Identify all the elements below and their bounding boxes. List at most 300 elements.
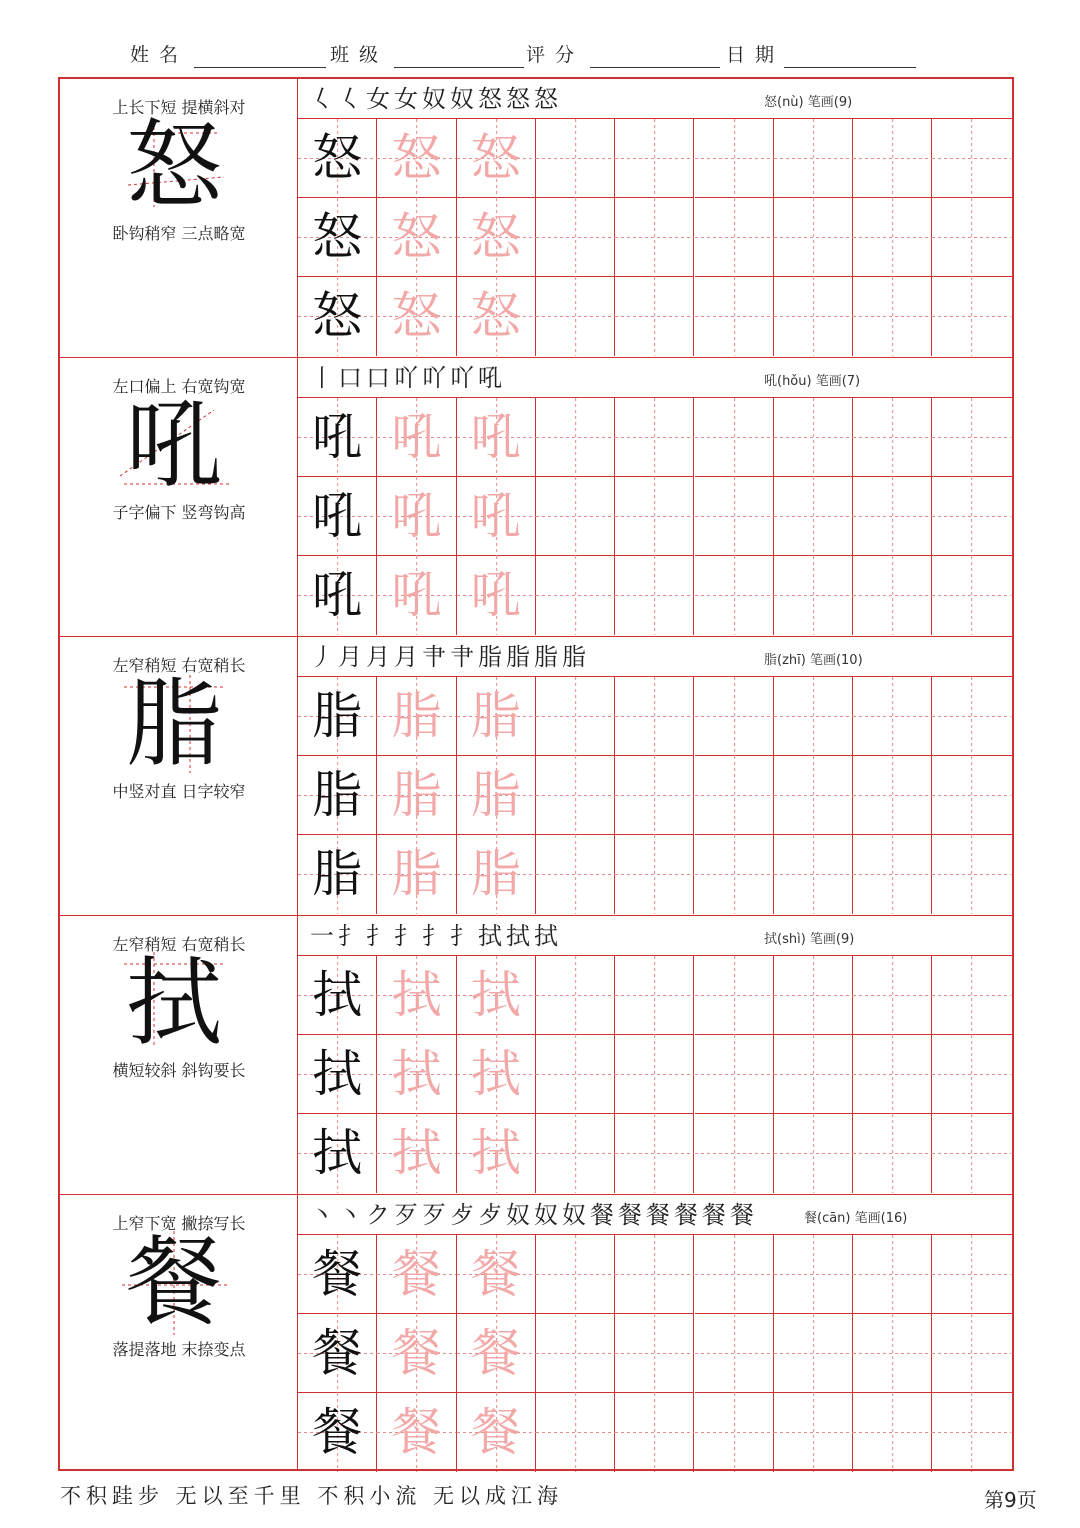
tian-grid-cell[interactable] (853, 956, 932, 1035)
stroke-step: 怒 (506, 85, 530, 113)
tian-grid-cell[interactable] (695, 1235, 774, 1314)
char-guide (60, 637, 298, 915)
tian-grid-cell[interactable] (853, 277, 932, 356)
tian-cross-icon (615, 1114, 694, 1193)
tian-cross-icon (536, 119, 615, 198)
tian-grid-cell (457, 398, 536, 477)
tian-cross-icon (932, 1035, 1011, 1114)
tian-cross-icon (536, 677, 615, 756)
tian-cross-icon (536, 398, 615, 477)
stroke-step: 𡿨 (338, 85, 362, 113)
stroke-step: 丶 (310, 1201, 334, 1229)
stroke-step: 奴 (562, 1201, 586, 1229)
tian-cross-icon (536, 1314, 615, 1393)
stroke-step: 𡿨 (310, 85, 334, 113)
tian-cross-icon (695, 1314, 774, 1393)
tian-cross-icon (932, 119, 1011, 198)
model-char: 怒 (312, 129, 363, 187)
tian-grid-cell[interactable] (774, 1393, 853, 1472)
trace-char: 怒 (470, 208, 521, 266)
trace-char: 脂 (391, 766, 442, 824)
header (0, 38, 1080, 72)
trace-char: 餐 (391, 1324, 442, 1382)
tian-grid-cell[interactable] (932, 1235, 1011, 1314)
date-line[interactable] (784, 67, 916, 68)
tian-cross-icon (853, 1035, 932, 1114)
tian-grid-cell (457, 956, 536, 1035)
tian-cross-icon (774, 956, 853, 1035)
tian-grid-cell[interactable] (932, 119, 1011, 198)
tian-grid-cell[interactable] (615, 556, 694, 635)
tian-cross-icon (932, 1235, 1011, 1314)
stroke-step: 月 (394, 643, 418, 671)
tian-grid-cell (457, 477, 536, 556)
tian-grid-cell[interactable] (853, 1393, 932, 1472)
tian-cross-icon (695, 556, 774, 635)
tian-cross-icon (695, 477, 774, 556)
tian-grid-cell[interactable] (695, 198, 774, 277)
tian-grid-cell[interactable] (853, 1314, 932, 1393)
tian-cross-icon (774, 119, 853, 198)
stroke-step: 拭 (478, 922, 502, 950)
tian-grid-cell (457, 677, 536, 756)
trace-char: 餐 (470, 1245, 521, 1303)
stroke-step: 脂 (562, 643, 586, 671)
score-line[interactable] (590, 67, 720, 68)
tian-grid-cell[interactable] (536, 756, 615, 835)
big-glyph: 拭 (126, 947, 222, 1059)
practice-grid (298, 119, 1012, 356)
stroke-step: 丨 (310, 364, 334, 392)
tian-grid-cell[interactable] (932, 277, 1011, 356)
model-char: 怒 (312, 287, 363, 345)
tian-cross-icon (774, 277, 853, 356)
tian-grid-cell[interactable] (932, 1393, 1011, 1472)
tian-grid-cell[interactable] (774, 119, 853, 198)
stroke-step: 怒 (478, 85, 502, 113)
tian-cross-icon (536, 1114, 615, 1193)
tian-grid-cell (377, 198, 456, 277)
stroke-step: 奴 (422, 85, 446, 113)
tian-grid-cell[interactable] (615, 477, 694, 556)
tian-grid-cell[interactable] (615, 119, 694, 198)
tian-cross-icon (853, 556, 932, 635)
tian-grid-cell (377, 398, 456, 477)
practice-area (298, 637, 1012, 915)
tian-grid-cell (457, 1235, 536, 1314)
stroke-step: 扌 (366, 922, 390, 950)
tian-grid-cell[interactable] (774, 398, 853, 477)
tian-grid-cell[interactable] (695, 1393, 774, 1472)
stroke-step: 歹 (422, 1201, 446, 1229)
tian-grid-cell (457, 556, 536, 635)
tian-cross-icon (536, 477, 615, 556)
tian-grid-cell[interactable] (536, 1035, 615, 1114)
tian-grid-cell[interactable] (695, 398, 774, 477)
tian-grid-cell[interactable] (774, 835, 853, 914)
tian-cross-icon (536, 756, 615, 835)
tian-cross-icon (615, 119, 694, 198)
stroke-step: 丶 (338, 1201, 362, 1229)
tian-grid-cell[interactable] (536, 835, 615, 914)
tian-grid-cell[interactable] (932, 677, 1011, 756)
tian-grid-cell[interactable] (774, 477, 853, 556)
tian-grid-cell[interactable] (853, 198, 932, 277)
trace-char: 餐 (470, 1324, 521, 1382)
trace-char: 脂 (470, 687, 521, 745)
tian-cross-icon (536, 835, 615, 914)
practice-area (298, 358, 1012, 636)
char-guide (60, 916, 298, 1194)
stroke-order (310, 920, 562, 952)
stroke-order (310, 83, 562, 115)
tian-cross-icon (774, 1314, 853, 1393)
stroke-step: 拭 (534, 922, 558, 950)
stroke-step: 丿 (310, 643, 334, 671)
tian-cross-icon (853, 119, 932, 198)
stroke-step: 口 (366, 364, 390, 392)
tip-bottom: 卧钩稍窄 三点略宽 (112, 224, 246, 243)
stroke-step: 扌 (450, 922, 474, 950)
tian-cross-icon (932, 1114, 1011, 1193)
practice-grid (298, 677, 1012, 914)
stroke-step: 女 (366, 85, 390, 113)
practice-grid (298, 1235, 1012, 1472)
tian-grid-cell[interactable] (695, 756, 774, 835)
tian-grid-cell[interactable] (615, 956, 694, 1035)
motto: 不积跬步 无以至千里 不积小流 无以成江海 (60, 1484, 564, 1508)
tian-grid-cell[interactable] (615, 1235, 694, 1314)
tian-grid-cell[interactable] (695, 556, 774, 635)
tian-cross-icon (932, 1393, 1011, 1472)
model-char: 餐 (312, 1324, 363, 1382)
char-guide (60, 1195, 298, 1469)
stroke-order-row (298, 79, 1012, 119)
tian-grid-cell[interactable] (615, 398, 694, 477)
trace-char: 吼 (391, 566, 442, 624)
tian-grid-cell[interactable] (695, 1314, 774, 1393)
tip-bottom: 子字偏下 竖弯钩高 (112, 503, 246, 522)
tian-cross-icon (853, 1393, 932, 1472)
tip-bottom: 落提落地 末捺变点 (112, 1340, 246, 1359)
tian-cross-icon (932, 198, 1011, 277)
tian-cross-icon (615, 477, 694, 556)
tian-grid-cell[interactable] (695, 1114, 774, 1193)
tian-grid-cell[interactable] (536, 398, 615, 477)
tian-cross-icon (536, 956, 615, 1035)
tian-grid-cell[interactable] (774, 277, 853, 356)
stroke-step: 吖 (422, 364, 446, 392)
tian-grid-cell (298, 756, 377, 835)
tip-top: 左窄稍短 右宽稍长 (112, 935, 246, 954)
score-label: 评分 (526, 44, 585, 66)
tian-grid-cell[interactable] (932, 956, 1011, 1035)
tian-grid-cell[interactable] (853, 756, 932, 835)
char-block (60, 1195, 1012, 1469)
tian-grid-cell[interactable] (615, 677, 694, 756)
trace-char: 拭 (391, 966, 442, 1024)
tian-cross-icon (536, 1393, 615, 1472)
tian-grid-cell[interactable] (932, 1035, 1011, 1114)
char-info: 拭(shì) 笔画(9) (764, 932, 855, 947)
tian-grid-cell[interactable] (853, 835, 932, 914)
tian-grid-cell[interactable] (536, 198, 615, 277)
tian-grid-cell (457, 756, 536, 835)
name-field[interactable] (130, 38, 330, 68)
tian-cross-icon (615, 198, 694, 277)
stroke-step: 扌 (422, 922, 446, 950)
tian-grid-cell[interactable] (615, 1314, 694, 1393)
tian-cross-icon (853, 398, 932, 477)
big-glyph: 怒 (126, 110, 222, 222)
tip-top: 左窄稍短 右宽稍长 (112, 656, 246, 675)
tian-cross-icon (774, 835, 853, 914)
tian-cross-icon (695, 398, 774, 477)
stroke-step: 扌 (338, 922, 362, 950)
tian-grid-cell (298, 1235, 377, 1314)
stroke-step: 一 (310, 922, 334, 950)
stroke-order (310, 641, 590, 673)
tian-grid-cell[interactable] (932, 1114, 1011, 1193)
model-char: 拭 (312, 1045, 363, 1103)
big-character (114, 390, 234, 500)
stroke-order-row (298, 637, 1012, 677)
tian-grid-cell (377, 1393, 456, 1472)
tian-grid-cell[interactable] (774, 1035, 853, 1114)
tian-grid-cell (298, 1114, 377, 1193)
stroke-step: 口 (338, 364, 362, 392)
stroke-step: 吖 (394, 364, 418, 392)
stroke-step: 餐 (730, 1201, 754, 1229)
trace-char: 吼 (391, 408, 442, 466)
tian-grid-cell[interactable] (615, 1035, 694, 1114)
tian-grid-cell[interactable] (932, 1314, 1011, 1393)
tian-grid-cell[interactable] (774, 1235, 853, 1314)
tian-grid-cell[interactable] (774, 198, 853, 277)
tian-grid-cell[interactable] (774, 756, 853, 835)
tian-grid-cell[interactable] (774, 1314, 853, 1393)
tian-grid-cell[interactable] (853, 1235, 932, 1314)
model-char: 拭 (312, 966, 363, 1024)
trace-char: 怒 (470, 287, 521, 345)
tian-grid-cell (377, 277, 456, 356)
tian-grid-cell[interactable] (932, 477, 1011, 556)
tian-cross-icon (774, 756, 853, 835)
trace-char: 脂 (470, 845, 521, 903)
tian-cross-icon (774, 677, 853, 756)
tian-grid-cell[interactable] (932, 556, 1011, 635)
stroke-step: 奴 (506, 1201, 530, 1229)
tian-grid-cell[interactable] (932, 398, 1011, 477)
tian-grid-cell[interactable] (536, 677, 615, 756)
stroke-step: 奴 (450, 85, 474, 113)
class-field[interactable] (330, 38, 530, 68)
tian-cross-icon (774, 198, 853, 277)
stroke-step: 拭 (506, 922, 530, 950)
tian-grid-cell[interactable] (615, 756, 694, 835)
trace-char: 怒 (391, 287, 442, 345)
tian-cross-icon (615, 398, 694, 477)
stroke-order (310, 362, 506, 394)
tian-cross-icon (853, 477, 932, 556)
tian-grid-cell[interactable] (536, 477, 615, 556)
tian-grid-cell (377, 1314, 456, 1393)
stroke-step: 吼 (478, 364, 502, 392)
tian-grid-cell[interactable] (536, 556, 615, 635)
tian-grid-cell (298, 1393, 377, 1472)
tian-grid-cell[interactable] (615, 835, 694, 914)
tian-grid-cell (457, 1314, 536, 1393)
tian-cross-icon (774, 556, 853, 635)
tian-grid-cell[interactable] (932, 756, 1011, 835)
tian-cross-icon (932, 756, 1011, 835)
trace-char: 怒 (391, 208, 442, 266)
tian-cross-icon (536, 1235, 615, 1314)
tian-grid-cell (457, 277, 536, 356)
stroke-step: 怒 (534, 85, 558, 113)
tian-grid-cell[interactable] (536, 1393, 615, 1472)
tian-grid-cell[interactable] (536, 1114, 615, 1193)
tian-cross-icon (695, 835, 774, 914)
tian-grid-cell[interactable] (774, 1114, 853, 1193)
tian-cross-icon (932, 835, 1011, 914)
tian-grid-cell[interactable] (774, 677, 853, 756)
tian-cross-icon (774, 1235, 853, 1314)
tian-cross-icon (932, 277, 1011, 356)
stroke-step: 月 (366, 643, 390, 671)
tian-grid-cell[interactable] (774, 956, 853, 1035)
trace-char: 餐 (470, 1403, 521, 1461)
tian-grid-cell (457, 119, 536, 198)
char-info: 脂(zhī) 笔画(10) (764, 653, 863, 668)
tian-grid-cell (377, 119, 456, 198)
trace-char: 拭 (391, 1124, 442, 1182)
trace-char: 餐 (391, 1245, 442, 1303)
tian-grid-cell[interactable] (853, 556, 932, 635)
big-glyph: 餐 (126, 1226, 222, 1338)
score-field[interactable] (526, 38, 726, 68)
tian-grid-cell[interactable] (932, 198, 1011, 277)
tian-grid-cell[interactable] (536, 1314, 615, 1393)
trace-char: 拭 (470, 966, 521, 1024)
tian-grid-cell (298, 198, 377, 277)
tian-cross-icon (695, 277, 774, 356)
tian-cross-icon (932, 677, 1011, 756)
model-char: 餐 (312, 1403, 363, 1461)
tian-grid-cell[interactable] (536, 1235, 615, 1314)
tian-grid-cell (457, 1035, 536, 1114)
tian-grid-cell[interactable] (695, 119, 774, 198)
tian-grid-cell[interactable] (615, 198, 694, 277)
big-character (114, 111, 234, 221)
tian-cross-icon (615, 277, 694, 356)
tian-grid-cell[interactable] (536, 119, 615, 198)
tian-cross-icon (774, 477, 853, 556)
tian-grid-cell[interactable] (615, 1114, 694, 1193)
tian-grid-cell[interactable] (536, 956, 615, 1035)
tian-grid-cell[interactable] (774, 556, 853, 635)
model-char: 拭 (312, 1124, 363, 1182)
tian-grid-cell[interactable] (853, 677, 932, 756)
tian-cross-icon (774, 1114, 853, 1193)
tian-grid-cell[interactable] (536, 277, 615, 356)
tian-grid-cell[interactable] (695, 677, 774, 756)
tian-grid-cell[interactable] (853, 119, 932, 198)
stroke-step: ク (366, 1201, 390, 1229)
trace-char: 拭 (470, 1045, 521, 1103)
tian-grid-cell[interactable] (695, 277, 774, 356)
tian-grid-cell[interactable] (615, 1393, 694, 1472)
char-block (60, 637, 1012, 916)
tian-grid-cell[interactable] (695, 477, 774, 556)
tian-grid-cell[interactable] (615, 277, 694, 356)
tian-cross-icon (853, 277, 932, 356)
tian-grid-cell (377, 835, 456, 914)
tian-grid-cell[interactable] (853, 477, 932, 556)
tian-grid-cell (377, 756, 456, 835)
tian-cross-icon (615, 556, 694, 635)
tian-cross-icon (853, 835, 932, 914)
trace-char: 脂 (391, 845, 442, 903)
char-block (60, 916, 1012, 1195)
page-number: 第9页 (984, 1488, 1037, 1512)
stroke-step: 歹 (394, 1201, 418, 1229)
tian-cross-icon (615, 1235, 694, 1314)
tian-grid-cell[interactable] (695, 1035, 774, 1114)
tian-cross-icon (536, 556, 615, 635)
tian-cross-icon (853, 756, 932, 835)
tian-grid-cell (298, 1035, 377, 1114)
big-glyph: 脂 (126, 668, 222, 780)
tian-grid-cell (298, 398, 377, 477)
tian-grid-cell (377, 1035, 456, 1114)
tian-cross-icon (615, 956, 694, 1035)
class-line[interactable] (394, 67, 524, 68)
tian-cross-icon (853, 956, 932, 1035)
char-block (60, 358, 1012, 637)
tian-grid-cell[interactable] (853, 398, 932, 477)
tian-cross-icon (932, 1314, 1011, 1393)
tian-grid-cell[interactable] (853, 1035, 932, 1114)
stroke-step: 脂 (534, 643, 558, 671)
name-label: 姓名 (130, 44, 189, 66)
tian-cross-icon (695, 756, 774, 835)
name-line[interactable] (194, 67, 326, 68)
trace-char: 脂 (391, 687, 442, 745)
tian-grid-cell[interactable] (932, 835, 1011, 914)
stroke-step: 餐 (590, 1201, 614, 1229)
tian-grid-cell (298, 1314, 377, 1393)
practice-sheet (58, 77, 1014, 1471)
tian-cross-icon (615, 1314, 694, 1393)
tian-cross-icon (615, 1393, 694, 1472)
model-char: 吼 (312, 408, 363, 466)
char-block (60, 79, 1012, 358)
trace-char: 拭 (470, 1124, 521, 1182)
tian-grid-cell (298, 477, 377, 556)
tian-cross-icon (853, 1235, 932, 1314)
date-field[interactable] (726, 38, 926, 68)
tian-grid-cell[interactable] (695, 956, 774, 1035)
tian-grid-cell (377, 1235, 456, 1314)
stroke-step: 奴 (534, 1201, 558, 1229)
trace-char: 脂 (470, 766, 521, 824)
tip-bottom: 横短较斜 斜钩要长 (112, 1061, 246, 1080)
tian-grid-cell[interactable] (695, 835, 774, 914)
tian-grid-cell[interactable] (853, 1114, 932, 1193)
stroke-step: 女 (394, 85, 418, 113)
tian-grid-cell (377, 556, 456, 635)
